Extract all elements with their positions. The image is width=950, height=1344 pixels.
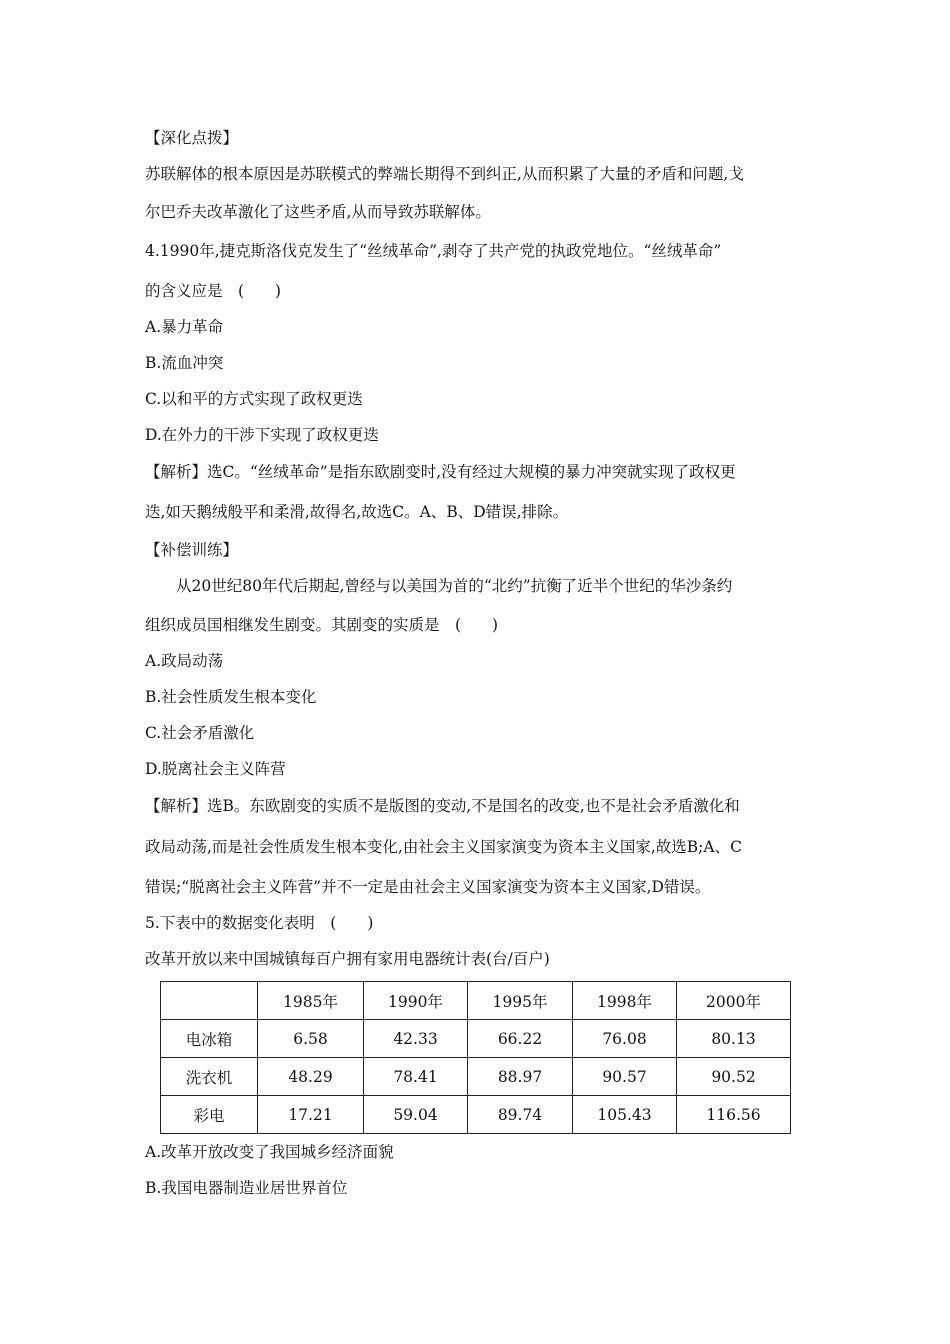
question-4-option-b: B.流血冲突 bbox=[145, 354, 224, 372]
paragraph-line: 尔巴乔夫改革激化了这些矛盾,从而导致苏联解体。 bbox=[145, 203, 491, 221]
question-5-stem: 5.下表中的数据变化表明 ( ) bbox=[145, 914, 374, 932]
table-cell: 42.33 bbox=[364, 1020, 468, 1058]
appliance-stats-table bbox=[160, 981, 791, 1134]
question-4-analysis: 【解析】选C。“丝绒革命”是指东欧剧变时,没有经过大规模的暴力冲突就实现了政权更 bbox=[145, 463, 736, 481]
table-header-cell: 1998年 bbox=[573, 982, 677, 1020]
supplement-analysis: 政局动荡,而是社会性质发生根本变化,由社会主义国家演变为资本主义国家,故选B;A、C bbox=[145, 838, 742, 856]
table-header-cell: 1985年 bbox=[258, 982, 364, 1020]
question-4-analysis: 迭,如天鹅绒般平和柔滑,故得名,故选C。A、B、D错误,排除。 bbox=[145, 503, 569, 521]
table-header-cell: 1995年 bbox=[468, 982, 573, 1020]
supplement-analysis: 【解析】选B。东欧剧变的实质不是版图的变动,不是国名的改变,也不是社会矛盾激化和 bbox=[145, 797, 740, 815]
question-5-option-b: B.我国电器制造业居世界首位 bbox=[145, 1179, 348, 1197]
supplement-stem: 组织成员国相继发生剧变。其剧变的实质是 ( ) bbox=[145, 616, 499, 634]
supplement-option-c: C.社会矛盾激化 bbox=[145, 724, 255, 742]
table-row bbox=[161, 1020, 791, 1058]
supplement-stem: 从20世纪80年代后期起,曾经与以美国为首的“北约”抗衡了近半个世纪的华沙条约 bbox=[176, 577, 733, 595]
question-4-option-a: A.暴力革命 bbox=[145, 318, 224, 336]
table-cell: 48.29 bbox=[258, 1058, 364, 1096]
paragraph-line: 苏联解体的根本原因是苏联模式的弊端长期得不到纠正,从而积累了大量的矛盾和问题,戈 bbox=[145, 165, 744, 183]
table-cell: 17.21 bbox=[258, 1096, 364, 1134]
supplement-option-a: A.政局动荡 bbox=[145, 652, 224, 670]
question-4-stem: 4.1990年,捷克斯洛伐克发生了“丝绒革命”,剥夺了共产党的执政党地位。“丝绒革命” bbox=[145, 242, 722, 260]
table-cell: 59.04 bbox=[364, 1096, 468, 1134]
table-cell: 66.22 bbox=[468, 1020, 573, 1058]
table-header-cell bbox=[161, 982, 258, 1020]
table-row-label: 洗衣机 bbox=[161, 1058, 258, 1096]
supplement-analysis: 错误;“脱离社会主义阵营”并不一定是由社会主义国家演变为资本主义国家,D错误。 bbox=[145, 878, 711, 896]
table-header-cell: 1990年 bbox=[364, 982, 468, 1020]
table-row-label: 电冰箱 bbox=[161, 1020, 258, 1058]
table-cell: 6.58 bbox=[258, 1020, 364, 1058]
question-4-stem: 的含义应是 ( ) bbox=[145, 282, 282, 300]
table-cell: 89.74 bbox=[468, 1096, 573, 1134]
table-cell: 80.13 bbox=[677, 1020, 791, 1058]
question-4-option-c: C.以和平的方式实现了政权更迭 bbox=[145, 390, 363, 408]
supplement-option-d: D.脱离社会主义阵营 bbox=[145, 760, 286, 778]
table-header-row bbox=[161, 982, 791, 1020]
table-cell: 78.41 bbox=[364, 1058, 468, 1096]
table-caption: 改革开放以来中国城镇每百户拥有家用电器统计表(台/百户) bbox=[145, 950, 550, 968]
section-heading-supplement: 【补偿训练】 bbox=[145, 541, 239, 559]
table-row bbox=[161, 1096, 791, 1134]
table-cell: 76.08 bbox=[573, 1020, 677, 1058]
table-cell: 88.97 bbox=[468, 1058, 573, 1096]
section-heading-deepening: 【深化点拨】 bbox=[145, 129, 239, 147]
table-cell: 90.52 bbox=[677, 1058, 791, 1096]
table-row bbox=[161, 1058, 791, 1096]
supplement-option-b: B.社会性质发生根本变化 bbox=[145, 688, 317, 706]
table-cell: 116.56 bbox=[677, 1096, 791, 1134]
table-header-cell: 2000年 bbox=[677, 982, 791, 1020]
table-cell: 105.43 bbox=[573, 1096, 677, 1134]
table-cell: 90.57 bbox=[573, 1058, 677, 1096]
question-5-option-a: A.改革开放改变了我国城乡经济面貌 bbox=[145, 1143, 394, 1161]
table-row-label: 彩电 bbox=[161, 1096, 258, 1134]
question-4-option-d: D.在外力的干涉下实现了政权更迭 bbox=[145, 426, 379, 444]
